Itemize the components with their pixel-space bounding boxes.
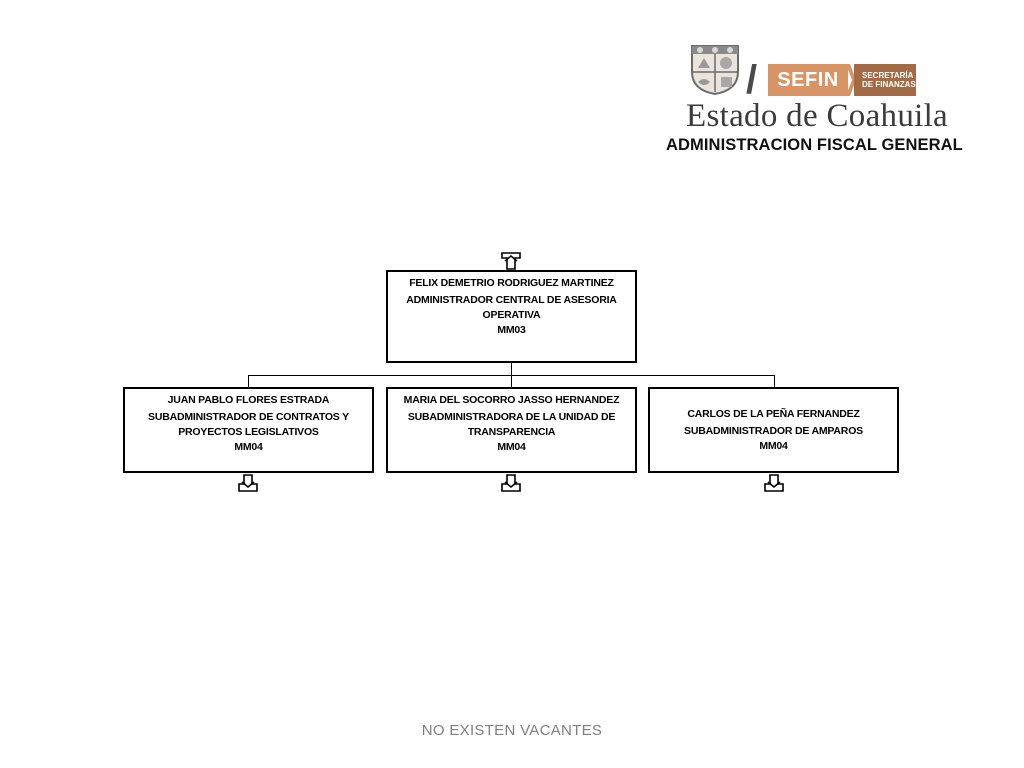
arrow-down-icon[interactable] — [764, 474, 784, 492]
connector-vertical-right — [774, 375, 775, 387]
subordinate-name: JUAN PABLO FLORES ESTRADA — [167, 394, 330, 406]
administration-name: ADMINISTRACION FISCAL GENERAL — [666, 136, 963, 154]
connector-vertical-left — [248, 375, 249, 387]
subordinate-position: SUBADMINISTRADOR DE AMPAROS — [684, 424, 863, 437]
secretaria-label — [854, 64, 916, 96]
subordinate-position: SUBADMINISTRADORA DE LA UNIDAD DE TRANSPARENCIA — [407, 411, 616, 438]
footer-note: NO EXISTEN VACANTES — [421, 722, 603, 739]
subordinate-level: MM04 — [759, 439, 788, 452]
subordinate-level: MM04 — [234, 441, 263, 453]
secretaria-line-2: DE FINANZAS — [862, 80, 916, 89]
connector-horizontal — [248, 375, 775, 376]
subordinate-position: SUBADMINISTRADOR DE CONTRATOS Y PROYECTOS LEGISLATIVOS — [148, 411, 349, 438]
separator-slash: / — [746, 58, 758, 102]
subordinate-name: MARIA DEL SOCORRO JASSO HERNANDEZ — [403, 394, 620, 406]
subordinate-name: CARLOS DE LA PEÑA FERNANDEZ — [687, 407, 860, 420]
head-level: MM03 — [497, 324, 526, 336]
state-name: Estado de Coahuila — [686, 98, 949, 134]
arrow-down-icon[interactable] — [238, 474, 258, 492]
org-box-subordinate — [386, 387, 637, 473]
org-box-subordinate — [123, 387, 374, 473]
subordinate-level: MM04 — [497, 441, 526, 453]
arrow-down-icon[interactable] — [501, 474, 521, 492]
sefin-logo — [768, 64, 916, 96]
head-position: ADMINISTRADOR CENTRAL DE ASESORIA OPERATIVA — [406, 294, 617, 321]
header-logo — [660, 38, 963, 160]
arrow-up-icon[interactable] — [501, 252, 521, 270]
head-name: FELIX DEMETRIO RODRIGUEZ MARTINEZ — [409, 277, 614, 289]
org-box-head — [386, 270, 637, 363]
secretaria-line-1: SECRETARÍA — [862, 70, 914, 80]
org-box-subordinate — [648, 387, 899, 473]
sefin-label: SEFIN — [768, 64, 848, 96]
coat-of-arms-icon — [686, 42, 744, 96]
